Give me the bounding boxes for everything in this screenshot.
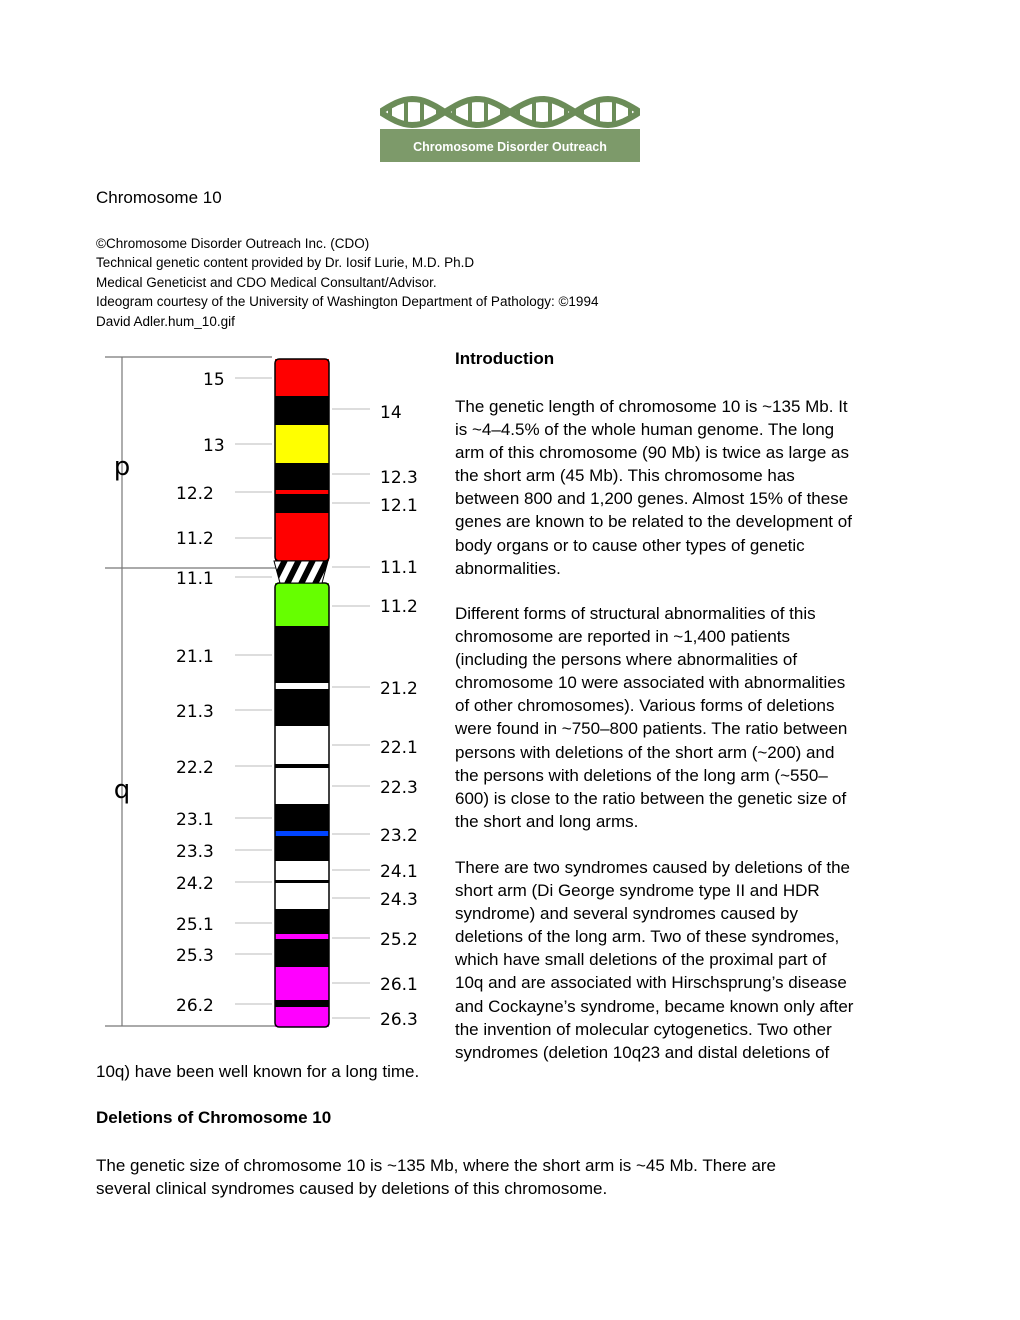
- band-label-p12-1: 12.1: [380, 496, 418, 516]
- introduction-paragraph-1: [455, 395, 935, 580]
- text-line: 10q and are associated with Hirschsprung’s disease: [455, 973, 847, 993]
- chromosome-band-blue: [275, 831, 329, 836]
- chromosome-band-red: [275, 490, 329, 494]
- band-label-q23-3: 23.3: [176, 842, 214, 862]
- introduction-heading: Introduction: [455, 349, 555, 368]
- band-label-q23-2: 23.2: [380, 826, 418, 846]
- text-line: arm of this chromosome (90 Mb) is twice as large as: [455, 443, 849, 463]
- text-line: of other chromosomes). Various forms of deletions: [455, 696, 835, 716]
- band-label-p12-3: 12.3: [380, 468, 418, 488]
- band-label-q21-3: 21.3: [176, 702, 214, 722]
- chromosome-band-black: [275, 804, 329, 831]
- band-label-q26-2: 26.2: [176, 996, 214, 1016]
- credit-line: Ideogram courtesy of the University of Washington Department of Pathology: ©1994: [96, 294, 599, 310]
- chromosome-band-magenta: [275, 1007, 329, 1027]
- p-arm-label: p: [113, 452, 131, 482]
- text-line: the short arm (45 Mb). This chromosome has: [455, 466, 795, 486]
- text-line: the persons with deletions of the long arm (~550–: [455, 765, 828, 785]
- chromosome-band-black: [275, 494, 329, 513]
- chromosome-band-yellow: [275, 425, 329, 463]
- chromosome-band-black: [275, 836, 329, 861]
- text-line: short arm (Di George syndrome type II and HDR: [455, 881, 820, 901]
- text-line: syndrome) and several syndromes caused by: [455, 904, 798, 924]
- text-line: 10q) have been well known for a long time.: [96, 1062, 420, 1081]
- band-label-p15: 15: [203, 370, 225, 390]
- text-line: 600) is close to the ratio between the genetic size of: [455, 788, 847, 808]
- band-label-p13: 13: [203, 436, 225, 456]
- chromosome-band-black: [275, 626, 329, 683]
- text-line: The genetic size of chromosome 10 is ~135 Mb, where the short arm is ~45 Mb. There are: [96, 1156, 777, 1175]
- chromosome-band-green: [275, 583, 329, 626]
- chromosome-band-black: [275, 463, 329, 490]
- text-line: which have small deletions of the proximal part of: [455, 950, 827, 970]
- band-label-q25-1: 25.1: [176, 915, 214, 935]
- ideogram-svg: [100, 352, 450, 1034]
- text-line: body organs or to cause other types of genetic: [455, 535, 805, 555]
- text-line: and Cockayne’s syndrome, became known only after: [455, 996, 854, 1016]
- text-line: persons with deletions of the short arm (~200) and: [455, 742, 835, 762]
- centromere: [272, 558, 328, 586]
- band-label-q22-2: 22.2: [176, 758, 214, 778]
- text-line: were found in ~750–800 patients. The ratio between: [455, 719, 848, 739]
- chromosome-band-black: [275, 689, 329, 726]
- text-line: Different forms of structural abnormalities of this: [455, 604, 816, 623]
- chromosome-band-red: [275, 359, 329, 396]
- credit-line: Medical Geneticist and CDO Medical Consultant/Advisor.: [96, 274, 437, 290]
- logo-text: Chromosome Disorder Outreach: [413, 140, 607, 154]
- band-label-q22-1: 22.1: [380, 738, 418, 758]
- chromosome-band-black: [275, 1000, 329, 1007]
- band-label-p11-1: 11.1: [176, 569, 214, 589]
- cdo-logo: [380, 95, 640, 162]
- chromosome-band-black: [275, 939, 329, 967]
- chromosome-band-black: [275, 764, 329, 768]
- text-line: the invention of molecular cytogenetics. Two other: [455, 1019, 832, 1039]
- chromosome-band-black: [275, 396, 329, 425]
- text-line: genes are known to be related to the development of: [455, 512, 852, 532]
- band-label-q25-2: 25.2: [380, 930, 418, 950]
- band-label-q25-3: 25.3: [176, 946, 214, 966]
- text-line: is ~4–4.5% of the whole human genome. The long: [455, 420, 835, 440]
- introduction-paragraph-2: [455, 602, 935, 833]
- text-line: the short and long arms.: [455, 811, 639, 831]
- band-label-q24-1: 24.1: [380, 862, 418, 882]
- band-label-q23-1: 23.1: [176, 810, 214, 830]
- band-label-p12-2: 12.2: [176, 484, 214, 504]
- band-label-q24-2: 24.2: [176, 874, 214, 894]
- band-label-q22-3: 22.3: [380, 778, 418, 798]
- deletions-paragraph-1: [96, 1154, 916, 1200]
- introduction-paragraph-3: [455, 856, 935, 1064]
- deletions-heading: Deletions of Chromosome 10: [96, 1108, 332, 1127]
- chromosome-band-red: [275, 513, 329, 561]
- band-label-q26-1: 26.1: [380, 975, 418, 995]
- dna-helix-logo: [380, 95, 640, 162]
- credit-line: David Adler.hum_10.gif: [96, 313, 235, 329]
- text-line: between 800 and 1,200 genes. Almost 15% of these: [455, 489, 849, 509]
- band-label-q21-2: 21.2: [380, 679, 418, 699]
- band-label-q26-3: 26.3: [380, 1010, 418, 1030]
- text-line: deletions of the long arm. Two of these syndromes,: [455, 927, 840, 947]
- band-label-q21-1: 21.1: [176, 647, 214, 667]
- text-line: There are two syndromes caused by deletions of the: [455, 858, 850, 877]
- chromosome-band-white: [275, 861, 329, 880]
- text-line: chromosome 10 were associated with abnormalities: [455, 673, 846, 693]
- band-label-p11-1-right: 11.1: [380, 558, 418, 578]
- credits-block: [96, 234, 598, 331]
- helix-strand: [380, 99, 640, 125]
- credit-line: Technical genetic content provided by Dr. Iosif Lurie, M.D. Ph.D: [96, 255, 475, 271]
- chromosome-band-white: [275, 726, 329, 764]
- chromosome-ideogram: [100, 352, 450, 1034]
- band-label-p14: 14: [380, 403, 402, 423]
- text-line: syndromes (deletion 10q23 and distal deletions of: [455, 1042, 830, 1062]
- page-title: Chromosome 10: [96, 188, 222, 207]
- text-line: The genetic length of chromosome 10 is ~135 Mb. It: [455, 397, 848, 416]
- chromosome-band-white: [275, 883, 329, 909]
- credit-line: ©Chromosome Disorder Outreach Inc. (CDO): [96, 236, 370, 251]
- chromosome-band-black: [275, 909, 329, 934]
- band-label-q24-3: 24.3: [380, 890, 418, 910]
- chromosome-band-magenta: [275, 967, 329, 1000]
- q-arm-label: q: [113, 775, 131, 805]
- text-line: chromosome are reported in ~1,400 patients: [455, 627, 791, 647]
- chromosome-band-white: [275, 768, 329, 804]
- chromosome-band-white: [275, 683, 329, 689]
- text-line: abnormalities.: [455, 558, 561, 578]
- text-line: (including the persons where abnormalities of: [455, 650, 798, 670]
- chromosome-band-magenta: [275, 934, 329, 939]
- band-label-p11-2: 11.2: [176, 529, 214, 549]
- band-label-q11-2: 11.2: [380, 597, 418, 617]
- text-line: several clinical syndromes caused by deletions of this chromosome.: [96, 1179, 608, 1199]
- chromosome-band-black: [275, 880, 329, 883]
